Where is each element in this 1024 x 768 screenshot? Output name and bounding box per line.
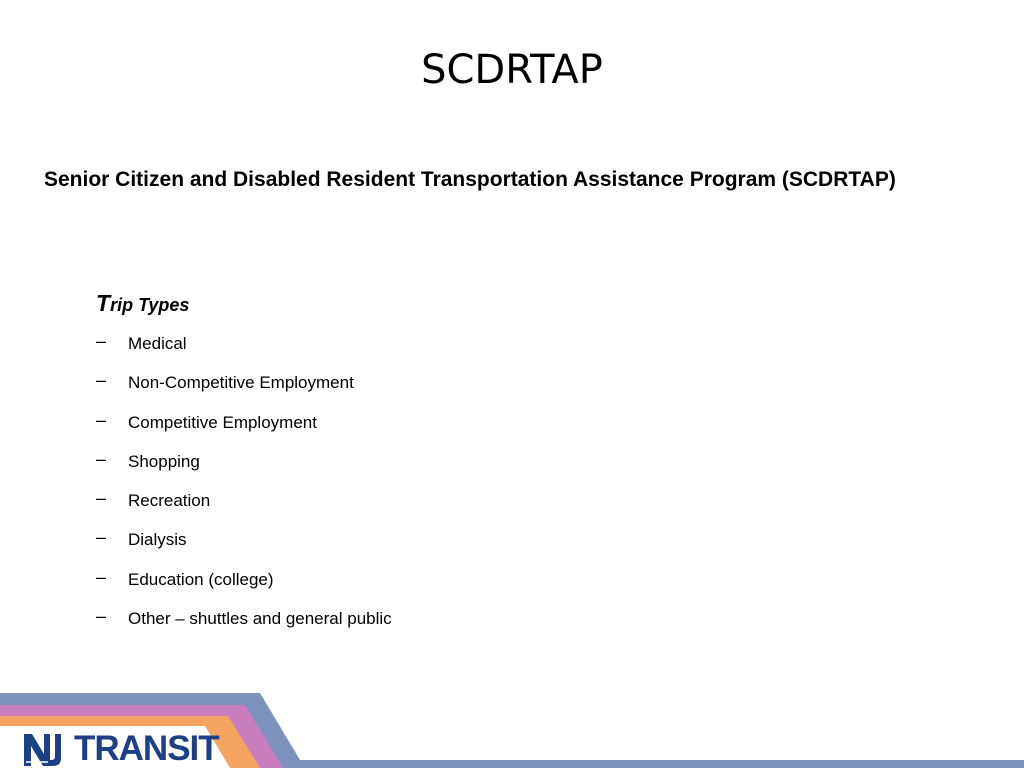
trip-type-label: Other – shuttles and general public [128, 609, 392, 629]
bullet-dash: – [96, 331, 107, 351]
trip-type-label: Recreation [128, 491, 211, 511]
trip-types-heading [96, 290, 189, 317]
trip-type-label: Competitive Employment [128, 412, 317, 432]
trip-type-label: Shopping [128, 451, 200, 471]
nj-transit-logo [22, 730, 219, 768]
slide-title: SCDRTAP [421, 47, 603, 93]
bullet-dash: – [96, 409, 107, 430]
heading-initial: T [96, 290, 111, 316]
bullet-dash: – [96, 448, 107, 469]
program-subtitle: Senior Citizen and Disabled Resident Transportation Assistance Program (SCDRTAP) [44, 168, 896, 191]
trip-type-label: Medical [128, 334, 187, 353]
heading-rest: rip Types [110, 295, 190, 315]
bullet-dash: – [96, 606, 107, 627]
trip-type-label: Dialysis [128, 530, 187, 550]
trip-type-label: Education (college) [128, 569, 274, 589]
logo-text: TRANSIT [74, 729, 219, 768]
bullet-dash: – [96, 370, 107, 391]
bullet-dash: – [96, 527, 107, 548]
bullet-dash: – [96, 488, 107, 509]
bullet-dash: – [96, 566, 107, 587]
trip-type-label: Non-Competitive Employment [128, 373, 354, 393]
nj-logo-mark-icon [22, 730, 72, 768]
